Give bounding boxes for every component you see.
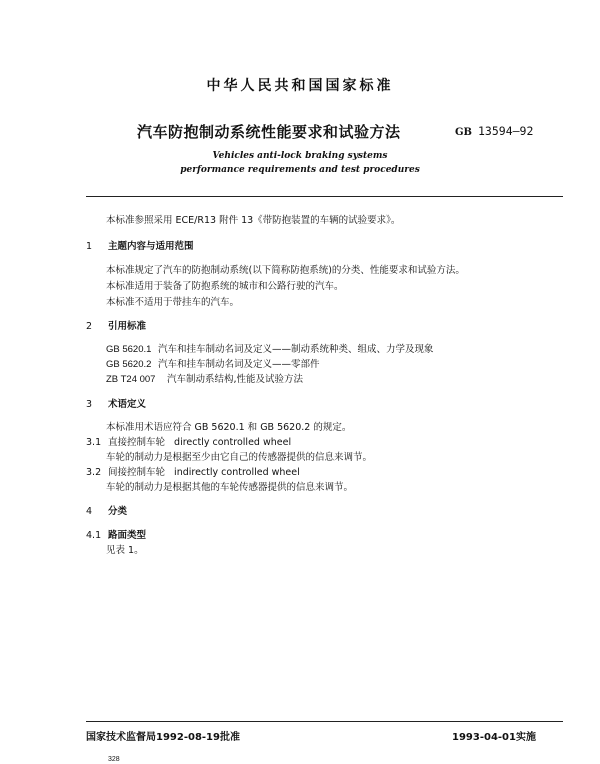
standard-prefix: GB [455, 127, 472, 138]
reference-item [106, 356, 320, 370]
subsection-3-2-number: 3.2 [86, 467, 102, 478]
document-title-cn: 汽车防抱制动系统性能要求和试验方法 [137, 123, 401, 141]
subsection-4-1-heading [86, 527, 146, 541]
section-3-paragraph: 本标准用术语应符合 GB 5620.1 和 GB 5620.2 的规定。 [106, 422, 352, 433]
section-4-number: 4 [86, 506, 93, 517]
subsection-4-1-title: 路面类型 [108, 530, 147, 541]
section-3-number: 3 [86, 399, 93, 410]
section-3-heading [86, 396, 146, 410]
reference-title: 汽车制动系结构,性能及试验方法 [167, 374, 304, 385]
subsection-3-2-heading [86, 464, 300, 478]
reference-title: 汽车和挂车制动名词及定义——零部件 [158, 359, 320, 370]
section-2-number: 2 [86, 321, 93, 332]
standard-code [455, 124, 533, 138]
footer-divider [86, 721, 563, 722]
section-2-title: 引用标准 [108, 321, 147, 332]
standard-type-heading: 中华人民共和国国家标准 [206, 78, 394, 94]
subsection-3-1-number: 3.1 [86, 437, 102, 448]
section-4-heading [86, 503, 127, 517]
section-4-title: 分类 [108, 506, 128, 517]
subsection-4-1-text: 见表 1。 [106, 545, 144, 556]
section-1-title: 主题内容与适用范围 [108, 241, 194, 252]
reference-code: GB 5620.1 [106, 344, 152, 355]
standard-number: 13594—92 [478, 124, 534, 138]
subsection-3-2-text: 车轮的制动力是根据其他的车轮传感器提供的信息来调节。 [106, 482, 354, 493]
intro-paragraph: 本标准参照采用 ECE/R13 附件 13《带防抱装置的车辆的试验要求》。 [106, 215, 401, 226]
section-3-title: 术语定义 [108, 399, 147, 410]
reference-item [106, 341, 434, 355]
subsection-4-1-number: 4.1 [86, 530, 102, 541]
section-1-heading [86, 238, 194, 252]
reference-code: GB 5620.2 [106, 359, 152, 370]
section-1-number: 1 [86, 241, 93, 252]
reference-title: 汽车和挂车制动名词及定义——制动系统种类、组成、力学及现象 [158, 344, 434, 355]
document-title-en-line2: performance requirements and test procedures [180, 165, 420, 175]
subsection-3-1-text: 车轮的制动力是根据至少由它自己的传感器提供的信息来调节。 [106, 452, 373, 463]
subsection-3-2-title: 间接控制车轮 indirectly controlled wheel [108, 467, 300, 478]
section-2-heading [86, 318, 146, 332]
effective-date: 1993-04-01实施 [452, 732, 536, 743]
section-1-paragraph-3: 本标准不适用于带挂车的汽车。 [106, 297, 240, 308]
reference-code: ZB T24 007 [106, 374, 156, 385]
subsection-3-1-heading [86, 434, 291, 448]
section-1-paragraph-1: 本标准规定了汽车的防抱制动系统(以下简称防抱系统)的分类、性能要求和试验方法。 [106, 265, 465, 276]
subsection-3-1-title: 直接控制车轮 directly controlled wheel [108, 437, 292, 448]
header-divider [86, 196, 563, 197]
section-1-paragraph-2: 本标准适用于装备了防抱系统的城市和公路行驶的汽车。 [106, 281, 344, 292]
approval-date: 国家技术监督局1992-08-19批准 [86, 732, 240, 743]
reference-item [106, 371, 303, 385]
page-number: 328 [108, 756, 120, 763]
document-title-en-line1: Vehicles anti-lock braking systems [212, 151, 388, 161]
